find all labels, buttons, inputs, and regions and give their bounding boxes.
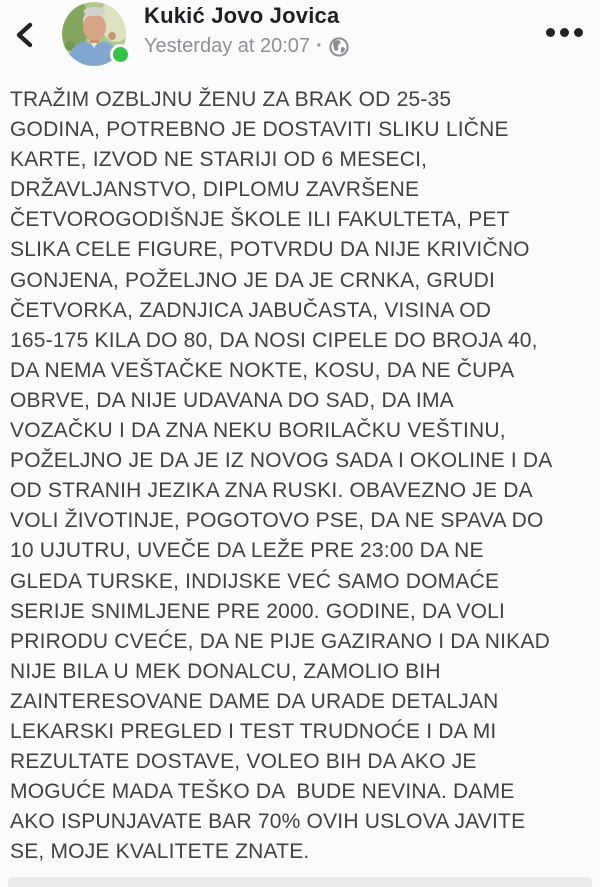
- post-text-line: REZULTATE DOSTAVE, VOLEO BIH DA AKO JE: [10, 750, 477, 774]
- post-header: [0, 0, 600, 70]
- section-divider: [8, 877, 592, 887]
- ellipsis-icon: [546, 28, 555, 37]
- post-text: [10, 85, 598, 867]
- post-text-line: AKO ISPUNJAVATE BAR 70% OVIH USLOVA JAVITE: [10, 810, 526, 834]
- ellipsis-icon: [560, 28, 569, 37]
- post-text-line: MOGUĆE MADA TEŠKO DA BUDE NEVINA. DAME: [10, 780, 515, 804]
- post-text-line: SLIKA CELE FIGURE, POTVRDU DA NIJE KRIVIČNO: [10, 238, 530, 262]
- post-meta: [144, 34, 349, 58]
- post-text-line: SE, MOJE KVALITETE ZNATE.: [10, 840, 310, 864]
- post-text-line: VOLI ŽIVOTINJE, POGOTOVO PSE, DA NE SPAVA DO: [10, 509, 544, 533]
- globe-icon: [329, 35, 349, 57]
- profile-name[interactable]: Kukić Jovo Jovica: [144, 3, 340, 28]
- post-text-line: DRŽAVLJANSTVO, DIPLOMU ZAVRŠENE: [10, 178, 420, 202]
- dot-separator: ·: [316, 34, 323, 57]
- post-text-line: TRAŽIM OZBLJNU ŽENU ZA BRAK OD 25-35: [10, 88, 452, 111]
- post-text-line: PRIRODU CVEĆE, DA NE PIJE GAZIRANO I DA NIKAD: [10, 629, 550, 653]
- timestamp[interactable]: Yesterday at 20:07: [144, 34, 311, 57]
- ellipsis-icon: [574, 28, 583, 37]
- post-text-line: GODINA, POTREBNO JE DOSTAVITI SLIKU LIČNE: [10, 118, 509, 142]
- back-button[interactable]: [10, 18, 38, 52]
- post-text-line: LEKARSKI PREGLED I TEST TRUDNOĆE I DA MI: [10, 719, 497, 743]
- post-text-line: ČETVORKA, ZADNJICA JABUČASTA, VISINA OD: [10, 298, 492, 322]
- online-status-dot: [110, 44, 131, 65]
- post-text-line: VOZAČKU I DA ZNA NEKU BORILAČKU VEŠTINU,: [10, 419, 506, 443]
- post-text-line: ZAINTERESOVANE DAME DA URADE DETALJAN: [10, 689, 499, 713]
- post-text-line: POŽELJNO JE DA JE IZ NOVOG SADA I OKOLINE I DA: [10, 449, 553, 473]
- post-text-line: KARTE, IZVOD NE STARIJI OD 6 MESECI,: [10, 148, 428, 172]
- post-text-line: OBRVE, DA NIJE UDAVANA DO SAD, DA IMA: [10, 388, 454, 412]
- post-text-line: OD STRANIH JEZIKA ZNA RUSKI. OBAVEZNO JE DA: [10, 479, 533, 503]
- post-text-line: DA NEMA VEŠTAČKE NOKTE, KOSU, DA NE ČUPA: [10, 358, 515, 382]
- post-text-line: GONJENA, POŽELJNO JE DA JE CRNKA, GRUDI: [10, 268, 496, 292]
- post-text-line: SERIJE SNIMLJENE PRE 2000. GODINE, DA VOLI: [10, 599, 506, 623]
- post-text-line: NIJE BILA U MEK DONALCU, ZAMOLIO BIH: [10, 659, 441, 683]
- more-options-button[interactable]: [546, 22, 586, 42]
- post-text-line: 10 UJUTRU, UVEČE DA LEŽE PRE 23:00 DA NE: [10, 539, 484, 563]
- post-text-line: ČETVOROGODIŠNJE ŠKOLE ILI FAKULTETA, PET: [10, 208, 510, 232]
- post-text-line: 165-175 KILA DO 80, DA NOSI CIPELE DO BROJA 40,: [10, 328, 538, 352]
- avatar[interactable]: [62, 2, 126, 66]
- post-text-line: GLEDA TURSKE, INDIJSKE VEĆ SAMO DOMAĆE: [10, 569, 500, 593]
- chevron-left-icon: [15, 22, 33, 48]
